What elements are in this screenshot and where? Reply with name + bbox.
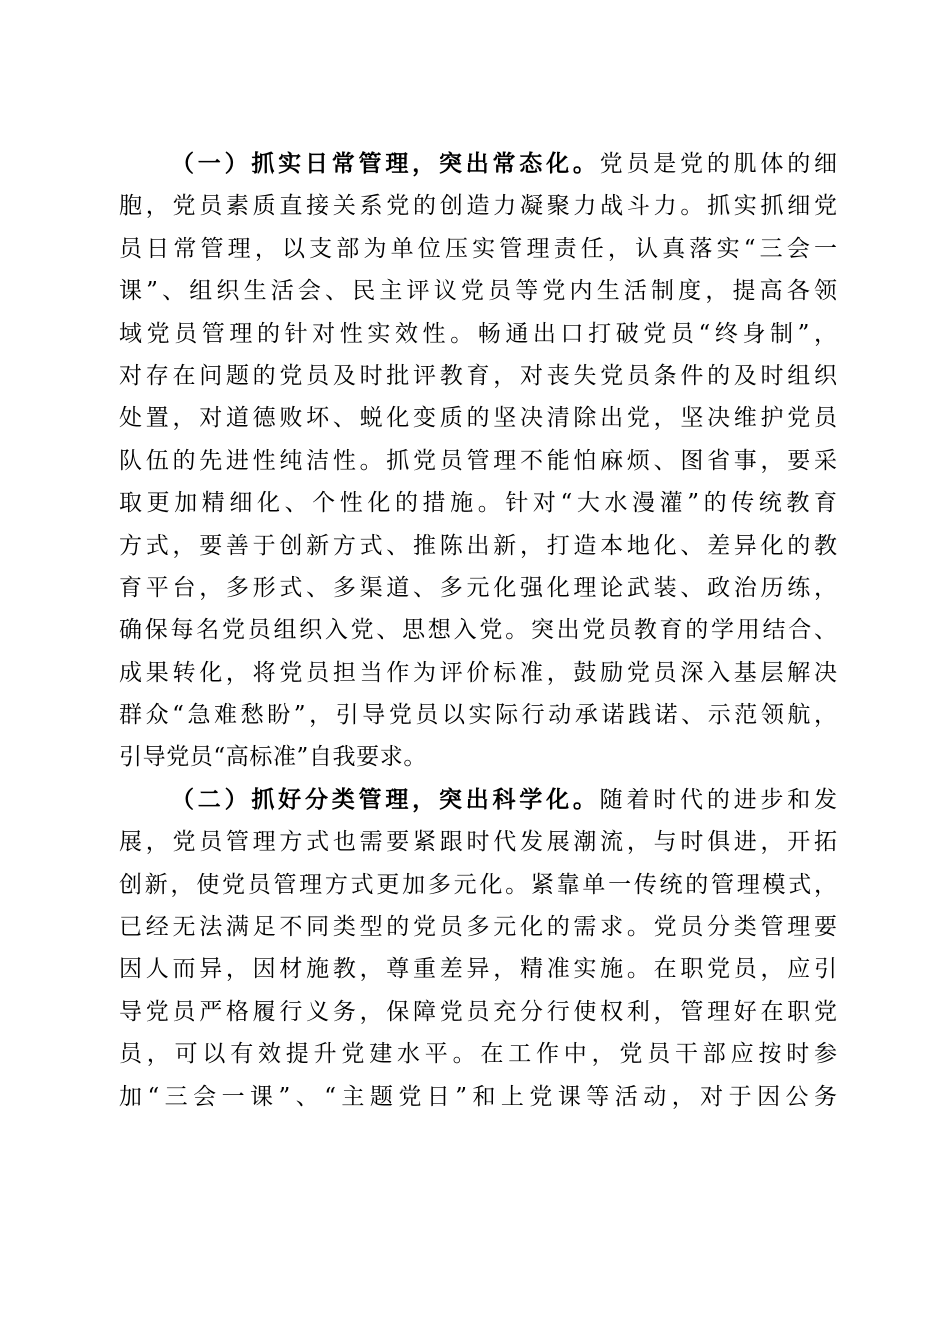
paragraph-1-line-5: 域党员管理的针对性实效性。畅通出口打破党员“终身制”， [119, 320, 837, 347]
paragraph-1-heading: （一）抓实日常管理，突出常态化。 [171, 150, 600, 177]
paragraph-2-line-4: 已经无法满足不同类型的党员多元化的需求。党员分类管理要 [119, 914, 837, 941]
paragraph-2-line-2: 展，党员管理方式也需要紧跟时代发展潮流，与时俱进，开拓 [119, 829, 837, 856]
paragraph-1-line-11: 育平台，多形式、多渠道、多元化强化理论武装、政治历练， [119, 574, 837, 601]
paragraph-1-line-9: 取更加精细化、个性化的措施。针对“大水漫灌”的传统教育 [119, 490, 837, 517]
paragraph-2-heading: （二）抓好分类管理，突出科学化。 [171, 785, 600, 813]
paragraph-2-line-1 [119, 779, 837, 821]
document-body [119, 143, 837, 1118]
paragraph-1-line-8: 队伍的先进性纯洁性。抓党员管理不能怕麻烦、图省事，要采 [119, 447, 837, 474]
paragraph-1-line-1 [119, 143, 837, 185]
paragraph-2-line-3: 创新，使党员管理方式更加多元化。紧靠单一传统的管理模式， [119, 871, 837, 898]
paragraph-1-line-2: 胞，党员素质直接关系党的创造力凝聚力战斗力。抓实抓细党 [119, 193, 837, 220]
paragraph-2-line-5: 因人而异，因材施教，尊重差异，精准实施。在职党员，应引 [119, 956, 837, 983]
paragraph-1-line-7: 处置，对道德败坏、蜕化变质的坚决清除出党，坚决维护党员 [119, 405, 837, 432]
paragraph-1-line-4: 课”、组织生活会、民主评议党员等党内生活制度，提高各领 [119, 278, 837, 305]
paragraph-1-line-15: 引导党员“高标准”自我要求。 [119, 744, 427, 771]
paragraph-2-line-6: 导党员严格履行义务，保障党员充分行使权利，管理好在职党 [119, 998, 837, 1025]
paragraph-1-line-14: 群众“急难愁盼”，引导党员以实际行动承诺践诺、示范领航， [119, 702, 837, 729]
paragraph-2-text: 随着时代的进步和发 [599, 786, 838, 813]
paragraph-1-line-3: 员日常管理，以支部为单位压实管理责任，认真落实“三会一 [119, 235, 837, 262]
paragraph-1-line-13: 成果转化，将党员担当作为评价标准，鼓励党员深入基层解决 [119, 659, 837, 686]
paragraph-1-line-10: 方式，要善于创新方式、推陈出新，打造本地化、差异化的教 [119, 532, 837, 559]
paragraph-1-line-6: 对存在问题的党员及时批评教育，对丧失党员条件的及时组织 [119, 362, 837, 389]
paragraph-2-line-7: 员，可以有效提升党建水平。在工作中，党员干部应按时参 [119, 1041, 837, 1068]
paragraph-2-line-8: 加“三会一课”、“主题党日”和上党课等活动，对于因公务 [119, 1083, 837, 1110]
paragraph-1-text: 党员是党的肌体的细 [599, 151, 838, 177]
paragraph-1-line-12: 确保每名党员组织入党、思想入党。突出党员教育的学用结合、 [119, 617, 837, 644]
